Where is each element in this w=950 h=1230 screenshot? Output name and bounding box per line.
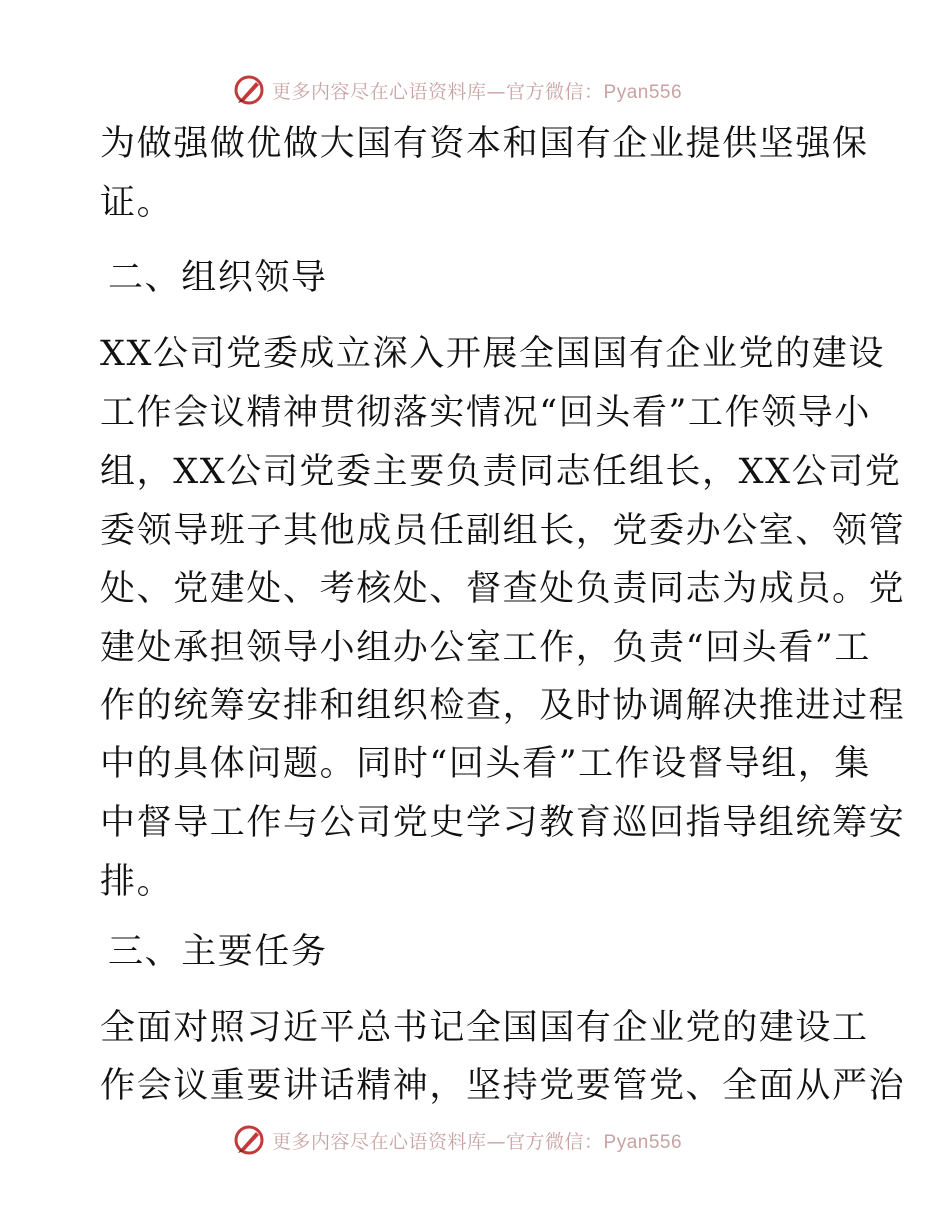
- body-line: 建处承担领导小组办公室工作，负责“回头看”工: [100, 628, 871, 668]
- body-line: 全面对照习近平总书记全国国有企业党的建设工: [100, 1008, 869, 1048]
- watermark-banner-bottom: [232, 1120, 682, 1160]
- body-line: 委领导班子其他成员任副组长，党委办公室、领管: [100, 511, 906, 551]
- watermark-banner-top: [232, 70, 682, 110]
- body-line: 为做强做优做大国有资本和国有企业提供坚强保: [100, 124, 869, 164]
- body-line: 工作会议精神贯彻落实情况“回头看”工作领导小: [100, 393, 871, 433]
- watermark-text: 更多内容尽在心语资料库—官方微信：Pyan556: [272, 1130, 683, 1153]
- body-line: 组，XX公司党委主要负责同志任组长，XX公司党: [100, 452, 902, 492]
- body-line: 处、党建处、考核处、督查处负责同志为成员。党: [100, 569, 906, 609]
- body-line: 中的具体问题。同时“回头看”工作设督导组，集: [100, 744, 871, 784]
- body-line: 排。: [100, 862, 174, 902]
- pen-logo-icon: [232, 73, 266, 107]
- body-line: XX公司党委成立深入开展全国国有企业党的建设: [100, 334, 886, 374]
- body-line: 作会议重要讲话精神，坚持党要管党、全面从严治: [100, 1066, 906, 1106]
- section-heading: 三、主要任务: [108, 932, 328, 972]
- section-heading: 二、组织领导: [108, 258, 328, 298]
- body-line: 证。: [100, 183, 174, 223]
- pen-logo-icon: [232, 1123, 266, 1157]
- body-line: 作的统筹安排和组织检查，及时协调解决推进过程: [100, 686, 906, 726]
- watermark-text: 更多内容尽在心语资料库—官方微信：Pyan556: [272, 80, 683, 103]
- body-line: 中督导工作与公司党史学习教育巡回指导组统筹安: [100, 803, 906, 843]
